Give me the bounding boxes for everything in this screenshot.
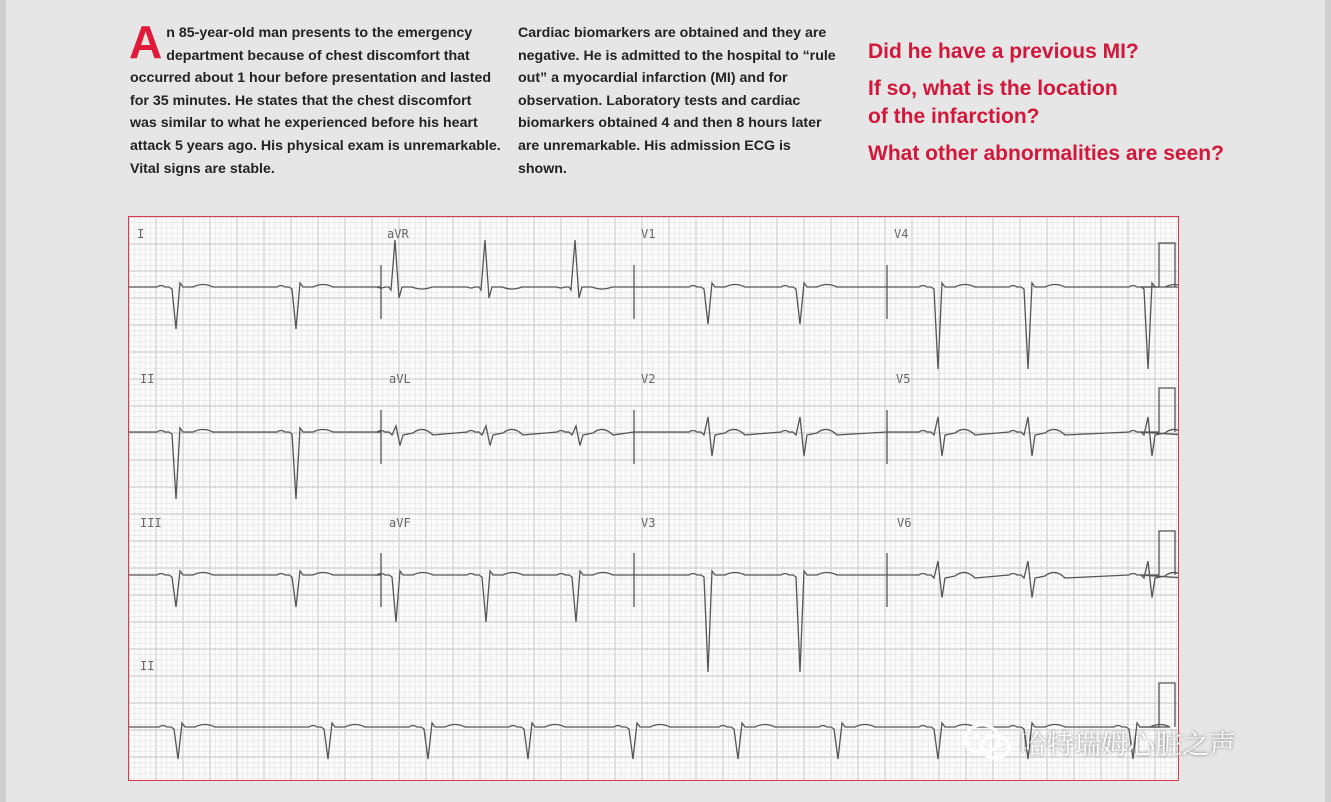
ecg-grid-minor bbox=[129, 217, 1179, 781]
lead-label-aVL: aVL bbox=[389, 372, 411, 386]
case-paragraph-1-text: n 85-year-old man presents to the emergency department because of chest discomfort that occurred about 1 hour before presentation and lasted for 35 minutes. He states that the chest discomfort was similar to what he experienced before his heart attack 5 years ago. His physical exam is unremarkable. Vital signs are stable. bbox=[130, 25, 501, 177]
watermark bbox=[962, 722, 1236, 762]
lead-label-II: II bbox=[140, 372, 155, 386]
lead-label-V4: V4 bbox=[894, 227, 909, 241]
watermark-text: 哈特瑞姆心脏之声 bbox=[1020, 729, 1236, 760]
lead-label-rhythm-II: II bbox=[140, 659, 155, 673]
question-infarct-location: If so, what is the location of the infarction? bbox=[868, 77, 1118, 128]
page-edge-left bbox=[0, 0, 6, 802]
trace-V2 bbox=[634, 417, 887, 456]
case-paragraph-2: Cardiac biomarkers are obtained and they are negative. He is admitted to the hospital to “rule out” a myocardial infarction (MI) and for observation. Laboratory tests and cardiac biomarkers obtained 4 and then 8 hours later are unremarkable. His admission ECG is shown. bbox=[518, 25, 836, 177]
lead-label-V1: V1 bbox=[641, 227, 656, 241]
trace-aVL bbox=[377, 426, 634, 446]
trace-V4 bbox=[887, 283, 1179, 369]
lead-label-V5: V5 bbox=[896, 372, 911, 386]
question-previous-mi: Did he have a previous MI? bbox=[868, 40, 1139, 63]
lead-label-I: I bbox=[137, 227, 145, 241]
calibration-pulse bbox=[1141, 683, 1175, 727]
trace-V6 bbox=[887, 561, 1179, 597]
lead-label-aVF: aVF bbox=[389, 516, 411, 530]
lead-label-III: III bbox=[140, 516, 162, 530]
ecg-tracing bbox=[128, 216, 1179, 781]
lead-label-aVR: aVR bbox=[387, 227, 409, 241]
case-paragraph-1 bbox=[129, 16, 502, 180]
page-edge-right bbox=[1325, 0, 1331, 802]
question-other-abnormalities: What other abnormalities are seen? bbox=[868, 142, 1224, 165]
ecg-grid-and-traces bbox=[129, 217, 1179, 781]
wechat-icon bbox=[962, 722, 1014, 762]
trace-V5 bbox=[887, 417, 1179, 456]
lead-label-V6: V6 bbox=[897, 516, 912, 530]
trace-aVR bbox=[377, 240, 634, 298]
lead-label-V2: V2 bbox=[641, 372, 656, 386]
lead-label-V3: V3 bbox=[641, 516, 656, 530]
ecg-grid-major bbox=[129, 217, 1179, 781]
drop-cap: A bbox=[129, 16, 163, 68]
question-list bbox=[868, 38, 1308, 177]
trace-V3 bbox=[634, 571, 887, 672]
